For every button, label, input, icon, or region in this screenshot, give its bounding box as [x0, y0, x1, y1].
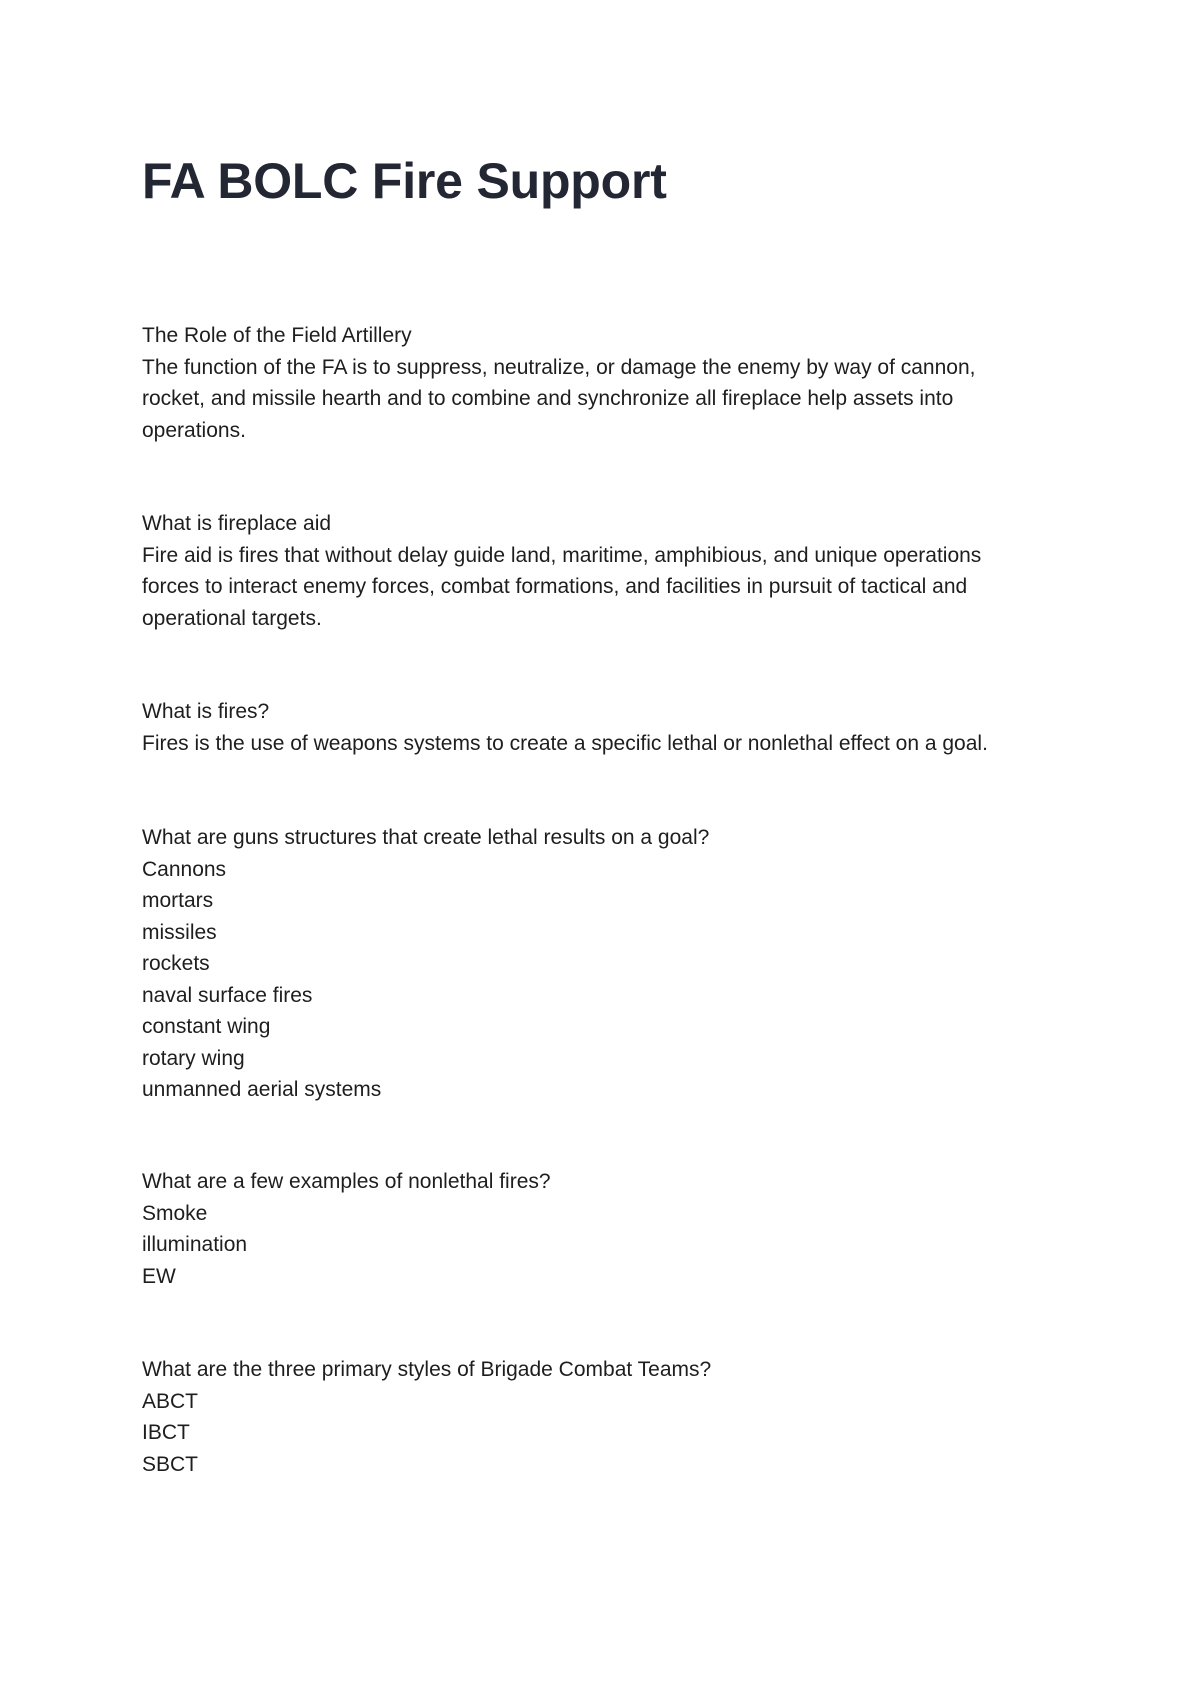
- list-item: Cannons: [142, 857, 227, 881]
- qa-section-nonlethal-fires: [142, 1166, 1042, 1292]
- list-item: EW: [142, 1264, 176, 1288]
- list-item: illumination: [142, 1233, 248, 1256]
- question-text: The Role of the Field Artillery: [142, 324, 412, 347]
- list-item: rockets: [142, 952, 210, 975]
- question-text: What are a few examples of nonlethal fires?: [142, 1170, 551, 1193]
- list-item: SBCT: [142, 1452, 199, 1476]
- list-item: ABCT: [142, 1389, 199, 1413]
- qa-section-brigade-combat-teams: [142, 1354, 1042, 1480]
- question-text: What are guns structures that create lethal results on a goal?: [142, 826, 710, 849]
- answer-text: Fires is the use of weapons systems to create a specific lethal or nonlethal effect on a goal.: [142, 731, 988, 755]
- list-item: missiles: [142, 920, 217, 944]
- list-item: constant wing: [142, 1015, 271, 1038]
- list-item: IBCT: [142, 1421, 190, 1444]
- list-item: Smoke: [142, 1201, 208, 1225]
- list-item: unmanned aerial systems: [142, 1078, 382, 1101]
- question-text: What is fireplace aid: [142, 512, 332, 535]
- qa-section-lethal-systems: [142, 822, 1042, 1106]
- list-item: naval surface fires: [142, 983, 313, 1007]
- list-item: mortars: [142, 889, 214, 912]
- qa-section-fire-support: [142, 508, 1042, 634]
- qa-section-field-artillery-role: [142, 320, 1042, 446]
- page-title: FA BOLC Fire Support: [142, 153, 667, 209]
- question-text: What is fires?: [142, 700, 270, 723]
- question-text: What are the three primary styles of Brigade Combat Teams?: [142, 1358, 712, 1381]
- answer-text: The function of the FA is to suppress, neutralize, or damage the enemy by way of cannon, rocket, and missile hearth and to combine and synchronize all fireplace help assets into operations.: [142, 355, 976, 442]
- list-item: rotary wing: [142, 1046, 245, 1070]
- answer-text: Fire aid is fires that without delay guide land, maritime, amphibious, and unique operations forces to interact enemy forces, combat formations, and facilities in pursuit of tactical and operational targets.: [142, 543, 982, 630]
- qa-section-fires: [142, 696, 1042, 759]
